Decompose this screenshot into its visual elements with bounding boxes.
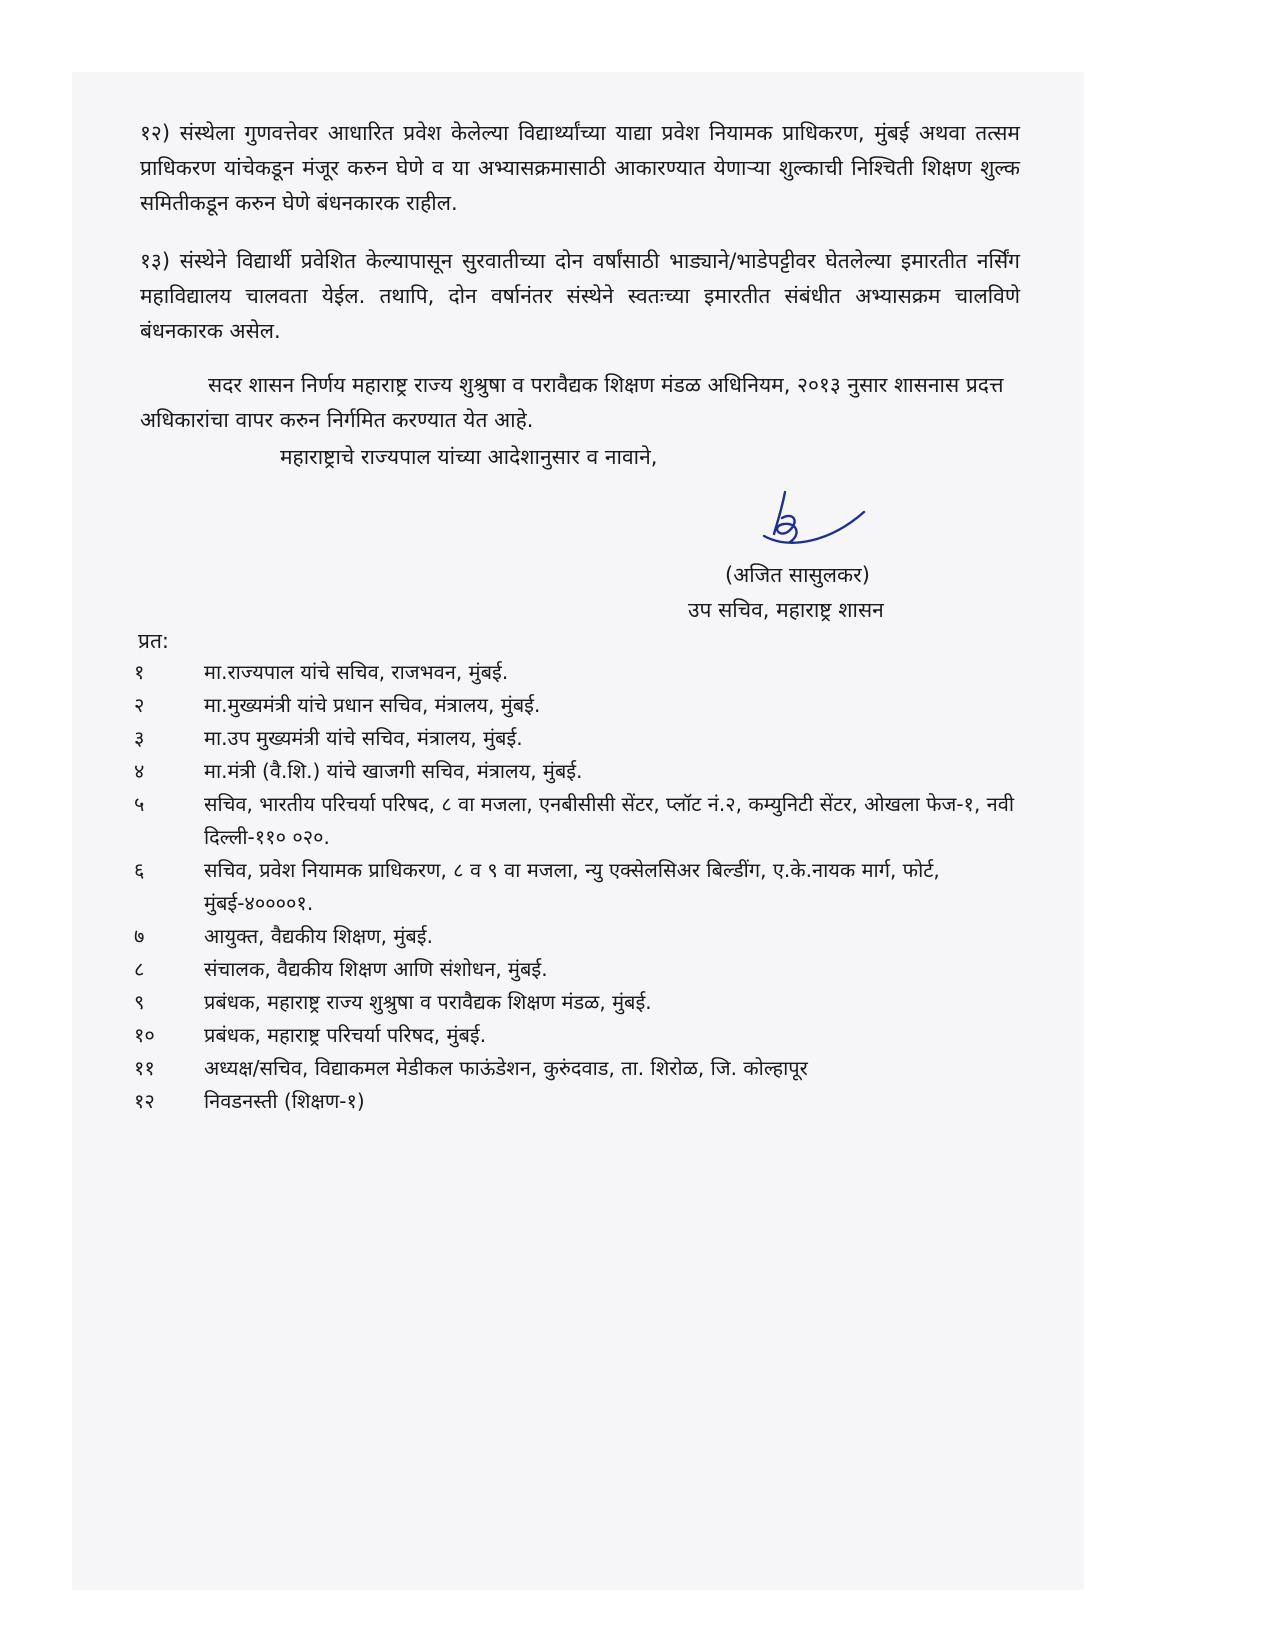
handwritten-signature xyxy=(760,490,870,560)
copy-to-list-item xyxy=(134,1085,1034,1118)
copy-to-item-text: मा.उप मुख्यमंत्री यांचे सचिव, मंत्रालय, मुंबई. xyxy=(204,726,523,750)
decision-paragraph: सदर शासन निर्णय महाराष्ट्र राज्य शुश्रुषा व परावैद्यक शिक्षण मंडळ अधिनियम, २०१३ नुसार शासनास प्रदत्त अधिकारांचा वापर करुन निर्गमित करण्यात येत आहे. xyxy=(140,373,1004,432)
copy-to-item-number: ६ xyxy=(134,858,145,882)
clause-13: १३) संस्थेने विद्यार्थी प्रवेशित केल्यापासून सुरवातीच्या दोन वर्षांसाठी भाड्याने/भाडेपट्टीवर घेतलेल्या इमारतीत नर्सिंग महाविद्यालय चालवता येईल. तथापि, दोन वर्षानंतर संस्थेने स्वतःच्या इमारतीत संबंधीत अभ्यासक्रम चालविणे बंधनकारक असेल. xyxy=(140,249,1020,343)
clause-12: १२) संस्थेला गुणवत्तेवर आधारित प्रवेश केलेल्या विद्यार्थ्यांच्या याद्या प्रवेश नियामक प्राधिकरण, मुंबई अथवा तत्सम प्राधिकरण यांचेकडून मंजूर करुन घेणे व या अभ्यासक्रमासाठी आकारण्यात येणाऱ्या शुल्काची निश्चिती शिक्षण शुल्क समितीकडून करुन घेणे बंधनकारक राहील. xyxy=(140,121,1020,215)
copy-to-list-item xyxy=(134,1019,1034,1052)
signatory-designation: उप सचिव, महाराष्ट्र शासन xyxy=(688,598,884,622)
copy-to-item-number: २ xyxy=(134,693,145,717)
copy-to-heading: प्रत: xyxy=(138,629,169,653)
copy-to-item-text: मा.मंत्री (वै.शि.) यांचे खाजगी सचिव, मंत्रालय, मुंबई. xyxy=(204,759,583,783)
copy-to-list-item xyxy=(134,920,1034,953)
copy-to-item-text: सचिव, प्रवेश नियामक प्राधिकरण, ८ व ९ वा मजला, न्यु एक्सेलसिअर बिल्डींग, ए.के.नायक मार्ग, फोर्ट, मुंबई-४००००१. xyxy=(204,858,940,915)
copy-to-item-number: ५ xyxy=(134,792,145,816)
copy-to-list-item xyxy=(134,722,1034,755)
copy-to-item-text: संचालक, वैद्यकीय शिक्षण आणि संशोधन, मुंबई. xyxy=(204,957,548,981)
copy-to-item-number: ११ xyxy=(134,1056,155,1080)
copy-to-item-text: प्रबंधक, महाराष्ट्र परिचर्या परिषद, मुंबई. xyxy=(204,1023,487,1047)
copy-to-list-item xyxy=(134,689,1034,722)
copy-to-list-item xyxy=(134,755,1034,788)
copy-to-item-text: निवडनस्ती (शिक्षण-१) xyxy=(204,1089,365,1113)
copy-to-list-item xyxy=(134,986,1034,1019)
copy-to-item-text: मा.मुख्यमंत्री यांचे प्रधान सचिव, मंत्रालय, मुंबई. xyxy=(204,693,541,717)
copy-to-item-text: आयुक्त, वैद्यकीय शिक्षण, मुंबई. xyxy=(204,924,433,948)
copy-to-item-number: ९ xyxy=(134,990,145,1014)
copy-to-item-number: १० xyxy=(134,1023,155,1047)
copy-to-list-item xyxy=(134,854,1034,920)
copy-to-item-text: प्रबंधक, महाराष्ट्र राज्य शुश्रुषा व परावैद्यक शिक्षण मंडळ, मुंबई. xyxy=(204,990,652,1014)
copy-to-item-number: १ xyxy=(134,660,145,684)
copy-to-item-number: १२ xyxy=(134,1089,155,1113)
copy-to-list xyxy=(134,656,1034,1118)
signatory-name: (अजित सासुलकर) xyxy=(725,563,870,587)
copy-to-item-number: ७ xyxy=(134,924,145,948)
copy-to-item-text: सचिव, भारतीय परिचर्या परिषद, ८ वा मजला, एनबीसीसी सेंटर, प्लॉट नं.२, कम्युनिटी सेंटर, ओखला फेज-१, नवी दिल्ली-११० ०२०. xyxy=(204,792,1015,849)
copy-to-item-text: अध्यक्ष/सचिव, विद्याकमल मेडीकल फाऊंडेशन, कुरुंदवाड, ता. शिरोळ, जि. कोल्हापूर xyxy=(204,1056,808,1080)
copy-to-item-number: ८ xyxy=(134,957,145,981)
copy-to-item-number: ४ xyxy=(134,759,145,783)
copy-to-item-text: मा.राज्यपाल यांचे सचिव, राजभवन, मुंबई. xyxy=(204,660,509,684)
copy-to-list-item xyxy=(134,656,1034,689)
copy-to-list-item xyxy=(134,788,1034,854)
copy-to-list-item xyxy=(134,1052,1034,1085)
copy-to-item-number: ३ xyxy=(134,726,145,750)
copy-to-list-item xyxy=(134,953,1034,986)
governor-order-line: महाराष्ट्राचे राज्यपाल यांच्या आदेशानुसार व नावाने, xyxy=(280,445,658,469)
